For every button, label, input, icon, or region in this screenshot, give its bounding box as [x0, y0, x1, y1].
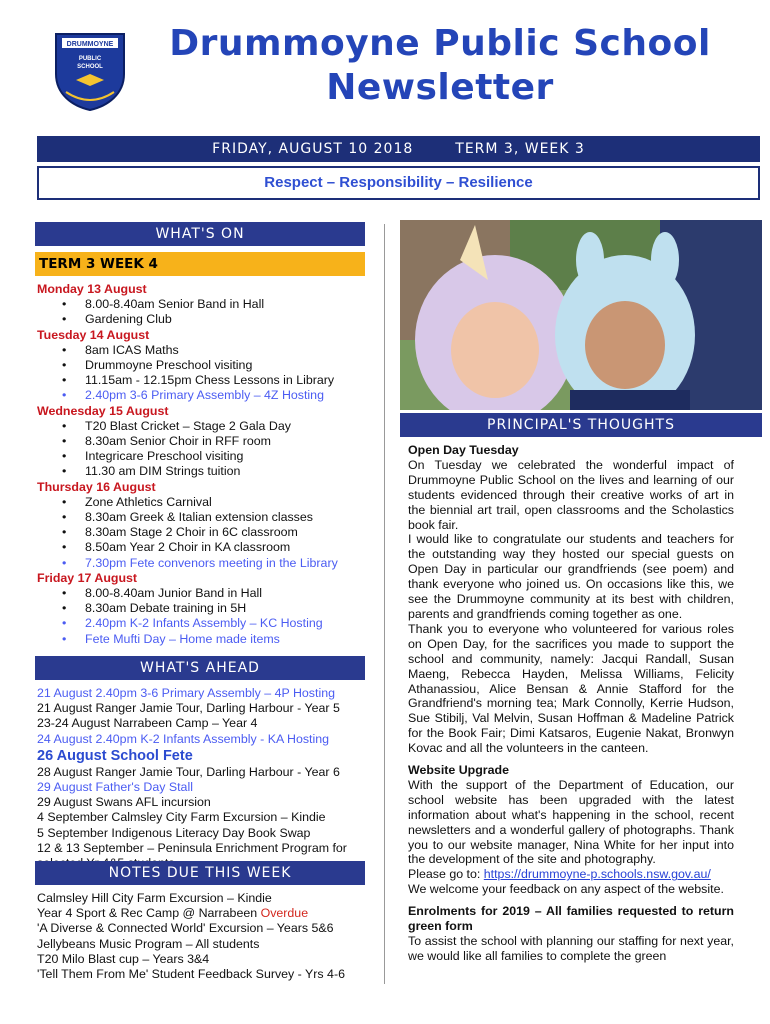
- event-item: • 2.40pm 3-6 Primary Assembly – 4Z Hosting: [37, 388, 377, 403]
- upcoming-event: 4 September Calmsley City Farm Excursion – Kindie: [37, 810, 326, 825]
- enrolments-heading: Enrolments for 2019 – All families requested to return green form: [408, 904, 734, 934]
- principals-thoughts-body: [408, 443, 734, 964]
- notes-due-list: [37, 891, 377, 982]
- overdue-flag: Overdue: [260, 906, 309, 921]
- note-text: Calmsley Hill City Farm Excursion – Kindie: [37, 891, 272, 905]
- note-text: 'Tell Them From Me' Student Feedback Survey - Yrs 4-6: [37, 967, 345, 982]
- upcoming-event: 21 August 2.40pm 3-6 Primary Assembly – 4P Hosting: [37, 686, 335, 700]
- title-line-1: Drummoyne Public School: [169, 23, 711, 64]
- whats-on-heading: WHAT'S ON: [35, 222, 365, 246]
- event-item: • 8.30am Greek & Italian extension classes: [37, 510, 377, 525]
- date-band: [37, 136, 760, 162]
- event-item: • 11.30 am DIM Strings tuition: [37, 464, 377, 479]
- newsletter-title: [140, 22, 740, 110]
- note-text: 'A Diverse & Connected World' Excursion – Years 5&6: [37, 921, 334, 936]
- whats-ahead-heading: WHAT'S AHEAD: [35, 656, 365, 680]
- open-day-heading: Open Day Tuesday: [408, 443, 519, 457]
- term-week-heading: TERM 3 WEEK 4: [35, 252, 365, 276]
- column-divider: [384, 224, 385, 984]
- students-photo: [400, 220, 762, 410]
- notes-due-heading: NOTES DUE THIS WEEK: [35, 861, 365, 885]
- school-crest-logo: [52, 30, 128, 112]
- title-line-2: Newsletter: [326, 67, 554, 108]
- event-item: • Zone Athletics Carnival: [37, 495, 377, 510]
- website-heading: Website Upgrade: [408, 763, 509, 778]
- website-feedback: We welcome your feedback on any aspect of the website.: [408, 882, 724, 897]
- whats-ahead-list: [37, 686, 367, 871]
- open-day-paragraph-1: On Tuesday we celebrated the wonderful impact of Drummoyne Public School on the lives and learning of our students evidenced through their creative works of art in the biennial art trail, open classrooms and the Scholastics book fair.: [408, 457, 734, 532]
- day-heading: Monday 13 August: [37, 282, 147, 296]
- svg-text:SCHOOL: SCHOOL: [77, 64, 103, 70]
- note-due-item: [37, 937, 377, 952]
- event-item: • Integricare Preschool visiting: [37, 449, 377, 464]
- note-text: Jellybeans Music Program – All students: [37, 936, 260, 951]
- event-item: • 2.40pm K-2 Infants Assembly – KC Hosting: [37, 616, 377, 631]
- note-text: T20 Milo Blast cup – Years 3&4: [37, 951, 210, 966]
- note-due-item: [37, 952, 377, 967]
- day-heading: Tuesday 14 August: [37, 327, 150, 342]
- day-event-list: [37, 495, 377, 571]
- upcoming-event: 12 & 13 September – Peninsula Enrichment Program for: [37, 840, 347, 855]
- event-item: • Gardening Club: [37, 312, 377, 327]
- upcoming-event: 28 August Ranger Jamie Tour, Darling Harbour - Year 6: [37, 764, 340, 779]
- upcoming-event: 5 September Indigenous Literacy Day Book Swap: [37, 825, 311, 840]
- event-item: • 8.30am Stage 2 Choir in 6C classroom: [37, 525, 377, 540]
- upcoming-event: 21 August Ranger Jamie Tour, Darling Harbour - Year 5: [37, 701, 340, 716]
- event-item: • T20 Blast Cricket – Stage 2 Gala Day: [37, 419, 377, 434]
- svg-text:PUBLIC: PUBLIC: [78, 56, 102, 62]
- upcoming-event: 29 August Swans AFL incursion: [37, 795, 211, 810]
- upcoming-event: 24 August 2.40pm K-2 Infants Assembly - KA Hosting: [37, 731, 330, 746]
- event-item: • Fete Mufti Day – Home made items: [37, 632, 377, 647]
- day-event-list: [37, 419, 377, 480]
- day-heading: Wednesday 15 August: [37, 403, 169, 418]
- day-event-list: [37, 586, 377, 647]
- event-item: • 8.00-8.40am Senior Band in Hall: [37, 297, 377, 312]
- open-day-paragraph-3: Thank you to everyone who volunteered for various roles on Open Day, for the sacrifices you made to support the school and community, namely: Jacqui Randall, Susan Maeng, Rebecca Hayden, Melissa Williams, Felicity Athanassiou, Alice Bensan & Annie Stafford for the Grandfriend's morning tea; Mark Connolly, Kerrie Hudson, Sue Stibilj, Val Melvin, Susan Hoffman & Madeline Patrick for the Book Fair; Dimi Katsaros, Eugenie Nakat, Bronwyn Kovac and all the volunteers in the canteen.: [408, 621, 734, 756]
- enrolments-paragraph: To assist the school with planning our staffing for next year, we would like all families to complete the green: [408, 934, 734, 963]
- day-heading: Thursday 16 August: [37, 479, 156, 494]
- note-due-item: [37, 967, 377, 982]
- note-text: Year 4 Sport & Rec Camp @ Narrabeen: [37, 906, 261, 921]
- website-link-line: [408, 867, 734, 882]
- day-event-list: [37, 343, 377, 404]
- go-to-label: Please go to:: [408, 867, 484, 882]
- note-due-item: [37, 921, 377, 936]
- day-event-list: [37, 297, 377, 327]
- event-item: • 8.00-8.40am Junior Band in Hall: [37, 586, 377, 601]
- school-website-link[interactable]: https://drummoyne-p.schools.nsw.gov.au/: [483, 867, 711, 882]
- term-week: TERM 3, WEEK 3: [455, 141, 585, 157]
- open-day-paragraph-2: I would like to congratulate our students and teachers for the outstanding way they hosted our special guests on Open Day in particular our grandfriends (see poem) and thank everyone who joined us. On occasions like this, we see the Drummoyne community at its best with children, parents and grandfriends coming together as one.: [408, 532, 734, 621]
- logo-top-text: DRUMMOYNE: [66, 41, 114, 48]
- event-item: • Drummoyne Preschool visiting: [37, 358, 377, 373]
- principals-thoughts-heading: PRINCIPAL'S THOUGHTS: [400, 413, 762, 437]
- upcoming-event: 29 August Father's Day Stall: [37, 780, 193, 795]
- event-item: • 7.30pm Fete convenors meeting in the Library: [37, 556, 377, 571]
- event-item: • 8.50am Year 2 Choir in KA classroom: [37, 540, 377, 555]
- upcoming-event: 26 August School Fete: [37, 747, 193, 764]
- event-item: • 8.30am Debate training in 5H: [37, 601, 377, 616]
- note-due-item: [37, 891, 377, 906]
- note-due-item: [37, 906, 377, 921]
- event-item: • 11.15am - 12.15pm Chess Lessons in Library: [37, 373, 377, 388]
- event-item: • 8.30am Senior Choir in RFF room: [37, 434, 377, 449]
- whats-on-list: [37, 282, 377, 647]
- event-item: • 8am ICAS Maths: [37, 343, 377, 358]
- website-paragraph: With the support of the Department of Education, our school website has been upgraded with the latest information about what's happening in the school, recent newsletters and a wonderful gallery of photographs. Thank you to our website manager, Nina White for her input into the development of the site and photography.: [408, 777, 734, 867]
- issue-date: FRIDAY, AUGUST 10 2018: [212, 141, 414, 157]
- school-motto: Respect – Responsibility – Resilience: [37, 166, 760, 200]
- day-heading: Friday 17 August: [37, 570, 138, 585]
- upcoming-event: 23-24 August Narrabeen Camp – Year 4: [37, 716, 258, 731]
